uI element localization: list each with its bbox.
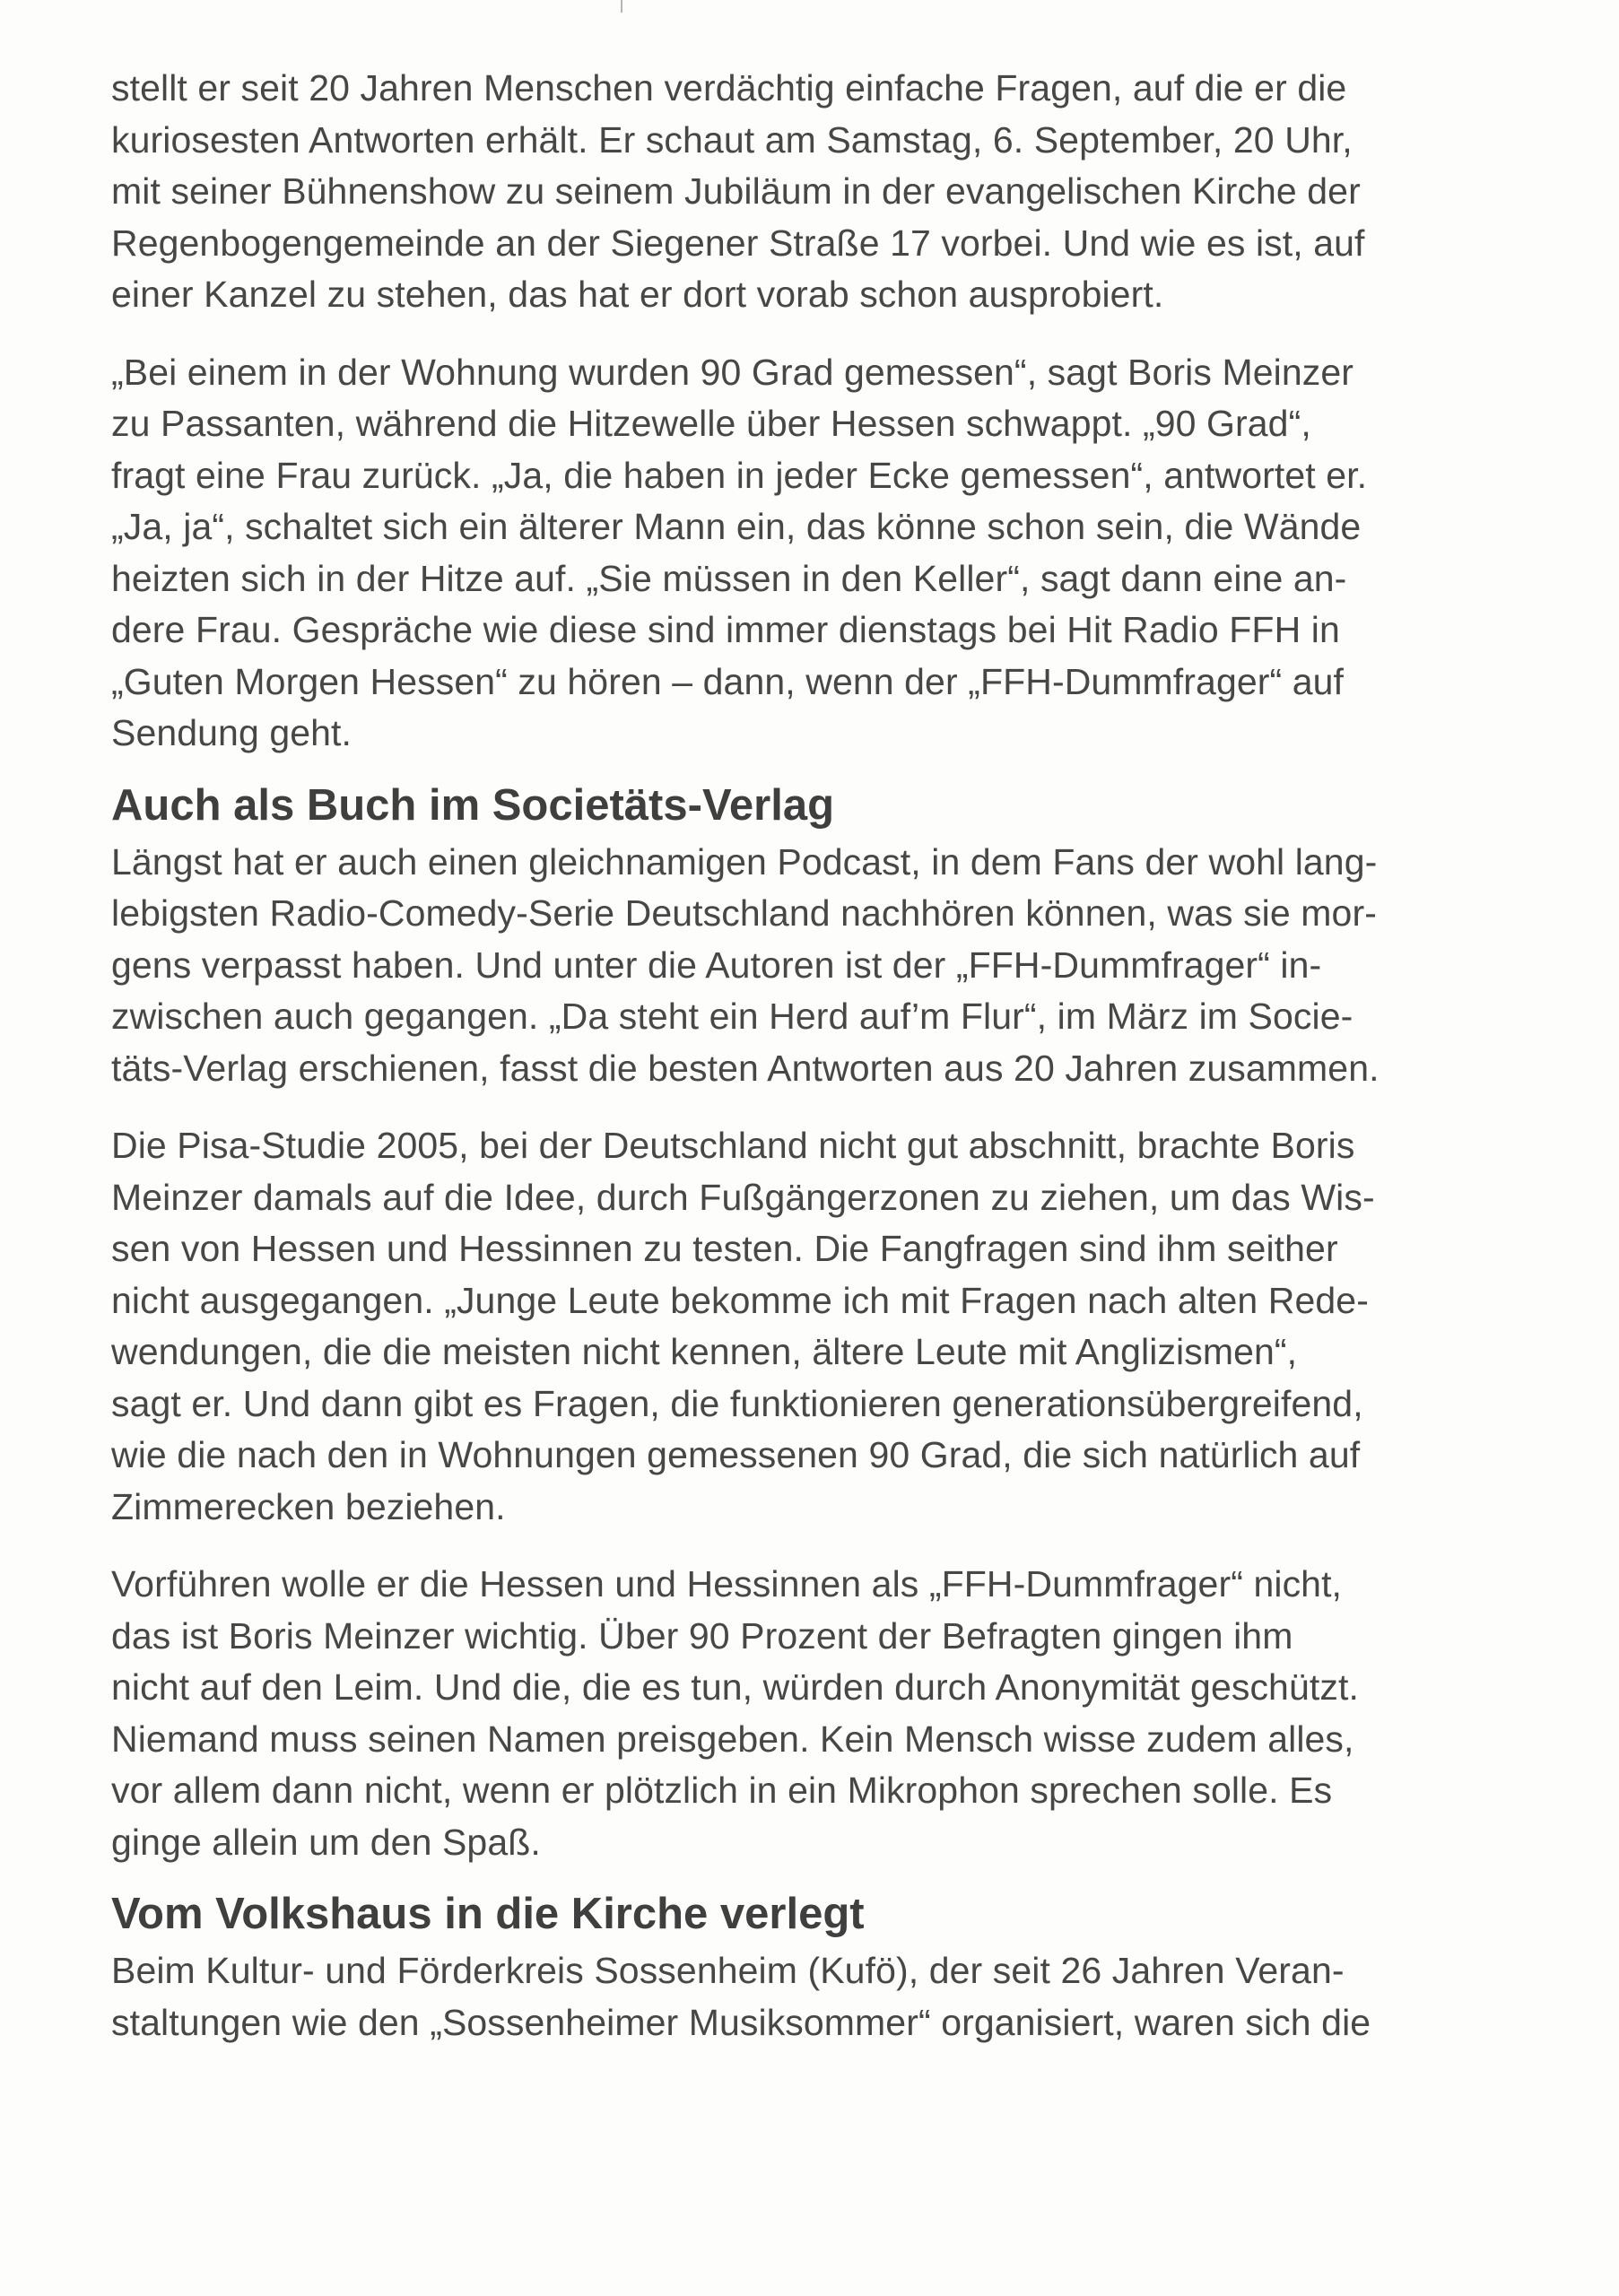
paragraph-gap [111,321,1439,347]
text-line: nicht ausgegangen. „Junge Leute bekomme ich mit Fragen nach alten Rede- [111,1279,1369,1321]
text-line: nicht auf den Leim. Und die, die es tun, würden durch Anonymität geschützt. [111,1666,1359,1708]
text-line: vor allem dann nicht, wenn er plötzlich in ein Mikrophon sprechen solle. Es [111,1770,1333,1811]
text-line: Regenbogengemeinde an der Siegener Straße 17 vorbei. Und wie es ist, auf [111,222,1365,264]
text-line: „Guten Morgen Hessen“ zu hören – dann, wenn der „FFH-Dummfrager“ auf [111,660,1345,702]
text-line: zu Passanten, während die Hitzewelle über Hessen schwappt. „90 Grad“, [111,403,1311,444]
text-line: täts-Verlag erschienen, fasst die besten Antworten aus 20 Jahren zusammen. [111,1047,1380,1089]
text-line: dere Frau. Gespräche wie diese sind immer dienstags bei Hit Radio FFH in [111,609,1340,650]
text-line: lebigsten Radio-Comedy-Serie Deutschland nachhören können, was sie mor- [111,892,1377,934]
section-heading-venue: Vom Volkshaus in die Kirche verlegt [111,1890,865,1938]
text-line: einer Kanzel zu stehen, das hat er dort vorab schon ausprobiert. [111,274,1164,315]
text-line: „Ja, ja“, schaltet sich ein älterer Mann ein, das könne schon sein, die Wände [111,506,1362,547]
text-line: Meinzer damals auf die Idee, durch Fußgängerzonen zu ziehen, um das Wis- [111,1176,1375,1218]
text-line: gens verpasst haben. Und unter die Autoren ist der „FFH-Dummfrager“ in- [111,944,1322,986]
text-line: kuriosesten Antworten erhält. Er schaut am Samstag, 6. September, 20 Uhr, [111,118,1353,161]
scan-mark [621,0,622,13]
text-line: „Bei einem in der Wohnung wurden 90 Grad gemessen“, sagt Boris Meinzer [111,351,1354,393]
text-line: Niemand muss seinen Namen preisgeben. Kein Mensch wisse zudem alles, [111,1718,1354,1760]
paragraph-anonymity [111,1559,1439,1868]
paragraph-kufoe [111,1945,1439,2048]
text-line: Sendung geht. [111,712,353,753]
text-line: wendungen, die die meisten nicht kennen, ältere Leute mit Anglizismen“, [111,1331,1298,1372]
text-line: Beim Kultur- und Förderkreis Sossenheim (Kufö), der seit 26 Jahren Veran- [111,1950,1345,1991]
text-line: heizten sich in der Hitze auf. „Sie müssen in den Keller“, sagt dann eine an- [111,557,1347,599]
text-line: sagt er. Und dann gibt es Fragen, die funktionieren generationsübergreifend, [111,1382,1363,1424]
text-line: Zimmerecken beziehen. [111,1485,506,1527]
article-page [111,63,1439,2048]
paragraph-podcast-book [111,837,1439,1095]
paragraph-intro [111,63,1439,321]
section-heading-book: Auch als Buch im Societäts-Verlag [111,780,835,830]
text-line: sen von Hessen und Hessinnen zu testen. Die Fangfragen sind ihm seither [111,1228,1338,1269]
text-line: ginge allein um den Spaß. [111,1821,541,1863]
text-line: staltungen wie den „Sossenheimer Musiksommer“ organisiert, waren sich die [111,2001,1371,2043]
text-line: Längst hat er auch einen gleichnamigen Podcast, in dem Fans der wohl lang- [111,840,1378,883]
text-line: mit seiner Bühnenshow zu seinem Jubiläum in der evangelischen Kirche der [111,170,1361,212]
text-line: wie die nach den in Wohnungen gemessenen 90 Grad, die sich natürlich auf [111,1434,1361,1475]
paragraph-pisa-study [111,1120,1439,1533]
text-line: stellt er seit 20 Jahren Menschen verdächtig einfache Fragen, auf die er die [111,67,1347,109]
text-line: Die Pisa-Studie 2005, bei der Deutschland nicht gut abschnitt, brachte Boris [111,1125,1355,1166]
text-line: Vorführen wolle er die Hessen und Hessinnen als „FFH-Dummfrager“ nicht, [111,1563,1343,1605]
paragraph-gap [111,1533,1439,1559]
paragraph-street-interviews [111,347,1439,760]
paragraph-gap [111,1094,1439,1120]
text-line: zwischen auch gegangen. „Da steht ein Herd auf’m Flur“, im März im Socie- [111,996,1354,1037]
text-line: fragt eine Frau zurück. „Ja, die haben in jeder Ecke gemessen“, antwortet er. [111,454,1368,496]
text-line: das ist Boris Meinzer wichtig. Über 90 Prozent der Befragten gingen ihm [111,1614,1293,1657]
